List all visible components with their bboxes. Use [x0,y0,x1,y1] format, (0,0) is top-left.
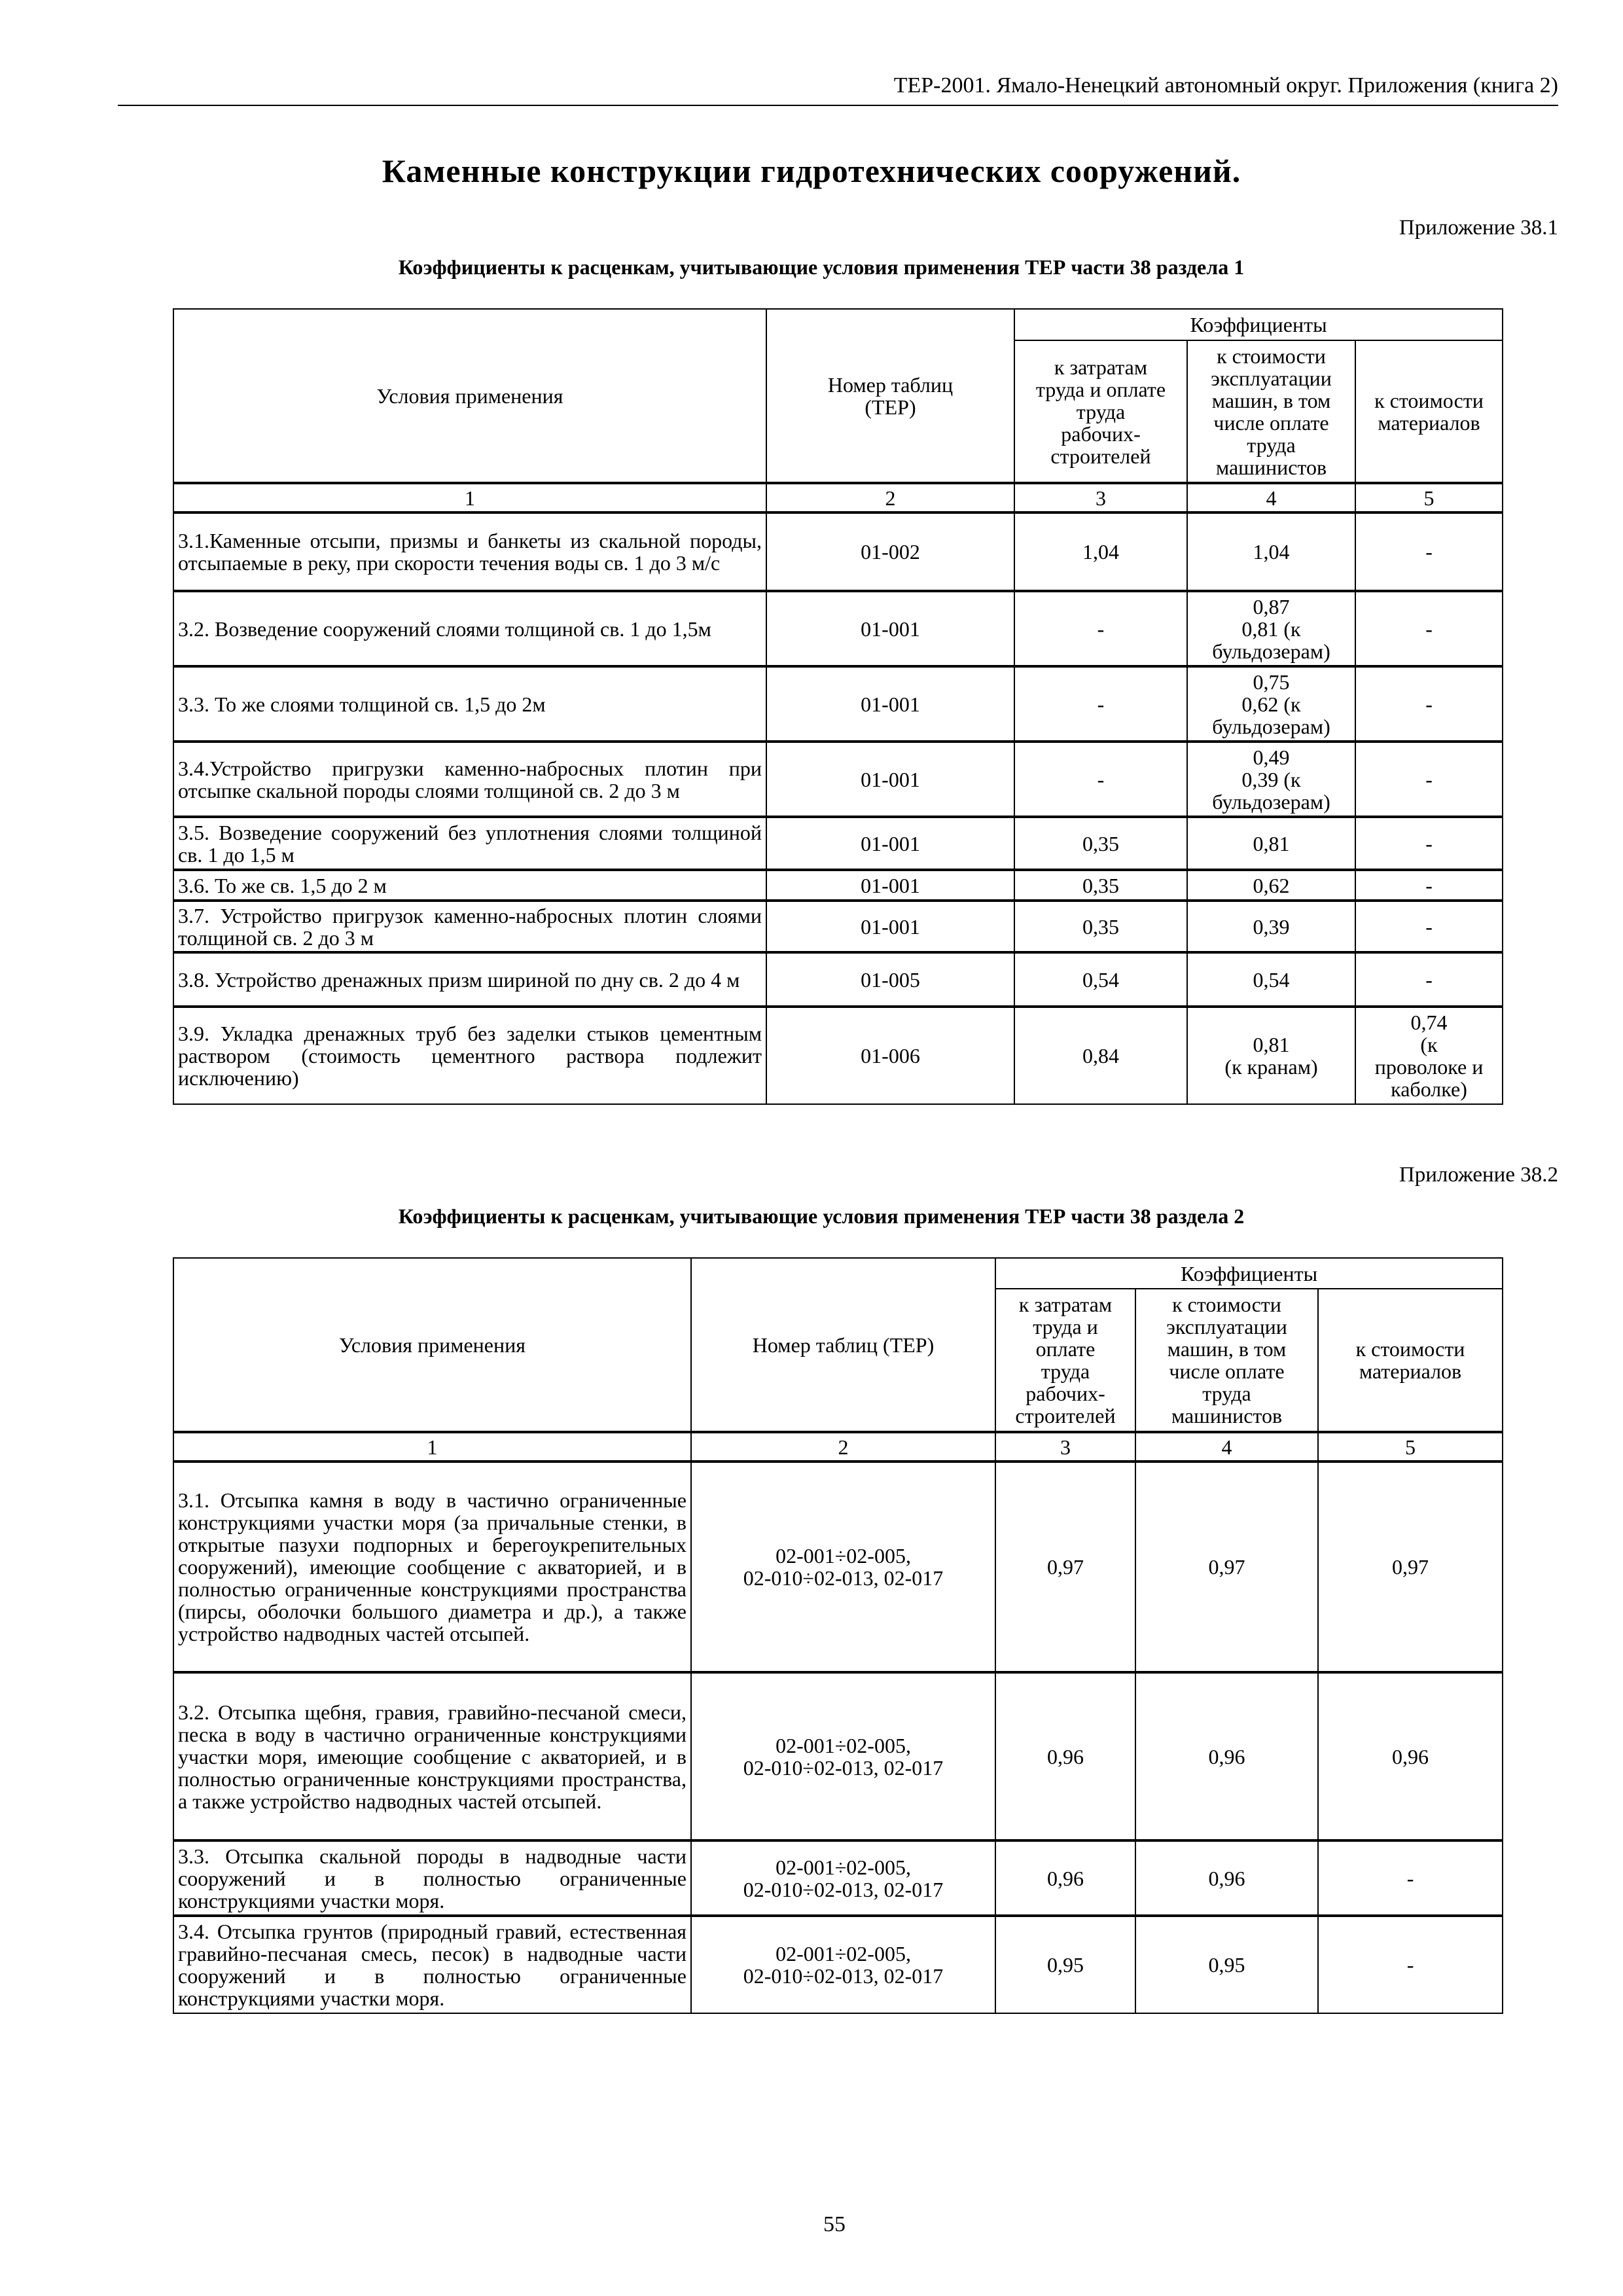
machine-coefficient-cell: 0,97 [1135,1462,1318,1672]
condition-cell: 3.3. То же слоями толщиной св. 1,5 до 2м [173,666,766,742]
header-divider [118,105,1558,106]
header-materials-coefficient: к стоимости материалов [1355,340,1503,483]
machine-coefficient-cell: 0,96 [1135,1840,1318,1916]
header-coefficients: Коэффициенты [1014,309,1503,340]
header-materials-coefficient: к стоимости материалов [1318,1289,1503,1432]
condition-cell: 3.2. Отсыпка щебня, гравия, гравийно-песчаной смеси, песка в воду в частично ограниченные конструкциями участки моря, имеющие сообщение с акваторией, и в полностью ограниченные конструкциями пространства, а также устройство надводных частей отсыпей. [173,1672,691,1840]
table-row [173,1462,1503,1672]
header-machine-coefficient: к стоимости эксплуатации машин, в том числе оплате труда машинистов [1187,340,1355,483]
machine-coefficient-cell: 0,54 [1187,952,1355,1007]
table-row [173,1916,1503,2013]
materials-coefficient-cell: - [1318,1840,1503,1916]
machine-coefficient-cell: 0,62 [1187,870,1355,901]
condition-cell: 3.3. Отсыпка скальной породы в надводные части сооружений и в полностью ограниченные конструкциями участки моря. [173,1840,691,1916]
table-number-cell: 01-001 [766,742,1014,817]
header-row [173,1258,1503,1289]
condition-cell: 3.1. Отсыпка камня в воду в частично ограниченные конструкциями участки моря (за причальные стенки, в открытые пазухи подпорных и берегоукрепительных сооружений), имеющие сообщение с акваторией, и в полностью ограниченные конструкциями пространства (пирсы, оболочки большого диаметра и др.), а также устройство надводных частей отсыпей. [173,1462,691,1672]
table-row [173,666,1503,742]
machine-coefficient-cell: 1,04 [1187,512,1355,591]
table-number-cell: 01-001 [766,870,1014,901]
coefficients-table-2 [173,1257,1503,2014]
materials-coefficient-cell: 0,97 [1318,1462,1503,1672]
table-row [173,817,1503,870]
labor-coefficient-cell: 0,35 [1014,817,1187,870]
table-row [173,1840,1503,1916]
labor-coefficient-cell: 0,54 [1014,952,1187,1007]
condition-cell: 3.5. Возведение сооружений без уплотнения слоями толщиной св. 1 до 1,5 м [173,817,766,870]
column-number: 3 [1014,483,1187,512]
table-number-cell: 02-001÷02-005, 02-010÷02-013, 02-017 [691,1462,995,1672]
table-number-cell: 01-001 [766,591,1014,666]
labor-coefficient-cell: 1,04 [1014,512,1187,591]
header-conditions: Условия применения [173,1258,691,1432]
table-caption-1: Коэффициенты к расценкам, учитывающие условия применения ТЕР части 38 раздела 1 [398,255,1245,279]
machine-coefficient-cell: 0,81 [1187,817,1355,870]
appendix-label-1: Приложение 38.1 [1399,216,1558,240]
header-conditions: Условия применения [173,309,766,483]
header-row [173,309,1503,340]
table-row [173,591,1503,666]
condition-cell: 3.7. Устройство пригрузок каменно-набросных плотин слоями толщиной св. 2 до 3 м [173,901,766,952]
condition-cell: 3.6. То же св. 1,5 до 2 м [173,870,766,901]
materials-coefficient-cell: - [1355,817,1503,870]
running-header: ТЕР-2001. Ямало-Ненецкий автономный округ. Приложения (книга 2) [893,73,1558,98]
header-coefficients: Коэффициенты [995,1258,1503,1289]
materials-coefficient-cell: - [1355,742,1503,817]
machine-coefficient-cell: 0,81 (к кранам) [1187,1007,1355,1104]
condition-cell: 3.8. Устройство дренажных призм шириной по дну св. 2 до 4 м [173,952,766,1007]
condition-cell: 3.4.Устройство пригрузки каменно-набросных плотин при отсыпке скальной породы слоями толщиной св. 2 до 3 м [173,742,766,817]
header-table-number: Номер таблиц (ТЕР) [691,1258,995,1432]
table-number-cell: 01-005 [766,952,1014,1007]
table-number-cell: 01-001 [766,666,1014,742]
table-number-cell: 01-006 [766,1007,1014,1104]
appendix-label-2: Приложение 38.2 [1399,1163,1558,1187]
labor-coefficient-cell: - [1014,591,1187,666]
condition-cell: 3.9. Укладка дренажных труб без заделки стыков цементным раствором (стоимость цементного раствора подлежит исключению) [173,1007,766,1104]
page-title: Каменные конструкции гидротехнических сооружений. [382,152,1241,189]
header-machine-coefficient: к стоимости эксплуатации машин, в том числе оплате труда машинистов [1135,1289,1318,1432]
materials-coefficient-cell: 0,96 [1318,1672,1503,1840]
table-row [173,742,1503,817]
table-row [173,870,1503,901]
materials-coefficient-cell: - [1318,1916,1503,2013]
column-number: 3 [995,1432,1135,1462]
table-number-cell: 01-001 [766,901,1014,952]
table-row [173,512,1503,591]
labor-coefficient-cell: 0,84 [1014,1007,1187,1104]
column-number: 5 [1318,1432,1503,1462]
labor-coefficient-cell: 0,35 [1014,901,1187,952]
column-number: 5 [1355,483,1503,512]
machine-coefficient-cell: 0,39 [1187,901,1355,952]
materials-coefficient-cell: - [1355,512,1503,591]
labor-coefficient-cell: 0,95 [995,1916,1135,2013]
table-row [173,952,1503,1007]
materials-coefficient-cell: - [1355,870,1503,901]
condition-cell: 3.1.Каменные отсыпи, призмы и банкеты из скальной породы, отсыпаемые в реку, при скорости течения воды св. 1 до 3 м/с [173,512,766,591]
labor-coefficient-cell: - [1014,666,1187,742]
machine-coefficient-cell: 0,95 [1135,1916,1318,2013]
column-number: 4 [1135,1432,1318,1462]
table-number-cell: 01-001 [766,817,1014,870]
labor-coefficient-cell: - [1014,742,1187,817]
header-labor-coefficient: к затратам труда и оплате труда рабочих- строителей [1014,340,1187,483]
materials-coefficient-cell: - [1355,901,1503,952]
table-number-cell: 01-002 [766,512,1014,591]
table-row [173,1007,1503,1104]
table-number-cell: 02-001÷02-005, 02-010÷02-013, 02-017 [691,1672,995,1840]
column-number: 1 [173,483,766,512]
table-number-cell: 02-001÷02-005, 02-010÷02-013, 02-017 [691,1916,995,2013]
header-table-number: Номер таблиц (ТЕР) [766,309,1014,483]
machine-coefficient-cell: 0,49 0,39 (к бульдозерам) [1187,742,1355,817]
header-labor-coefficient: к затратам труда и оплате труда рабочих- строителей [995,1289,1135,1432]
machine-coefficient-cell: 0,75 0,62 (к бульдозерам) [1187,666,1355,742]
materials-coefficient-cell: - [1355,666,1503,742]
machine-coefficient-cell: 0,87 0,81 (к бульдозерам) [1187,591,1355,666]
labor-coefficient-cell: 0,35 [1014,870,1187,901]
labor-coefficient-cell: 0,96 [995,1672,1135,1840]
coefficients-table-1 [173,308,1503,1105]
table-row [173,901,1503,952]
column-number: 4 [1187,483,1355,512]
table-caption-2: Коэффициенты к расценкам, учитывающие условия применения ТЕР части 38 раздела 2 [398,1204,1245,1228]
column-number: 1 [173,1432,691,1462]
machine-coefficient-cell: 0,96 [1135,1672,1318,1840]
column-number-row [173,1432,1503,1462]
table-row [173,1672,1503,1840]
labor-coefficient-cell: 0,96 [995,1840,1135,1916]
condition-cell: 3.2. Возведение сооружений слоями толщиной св. 1 до 1,5м [173,591,766,666]
materials-coefficient-cell: - [1355,952,1503,1007]
column-number: 2 [766,483,1014,512]
materials-coefficient-cell: 0,74 (к проволоке и каболке) [1355,1007,1503,1104]
table-number-cell: 02-001÷02-005, 02-010÷02-013, 02-017 [691,1840,995,1916]
page-number: 55 [823,2212,846,2236]
materials-coefficient-cell: - [1355,591,1503,666]
condition-cell: 3.4. Отсыпка грунтов (природный гравий, естественная гравийно-песчаная смесь, песок) в надводные части сооружений и в полностью ограниченные конструкциями участки моря. [173,1916,691,2013]
column-number-row [173,483,1503,512]
column-number: 2 [691,1432,995,1462]
labor-coefficient-cell: 0,97 [995,1462,1135,1672]
